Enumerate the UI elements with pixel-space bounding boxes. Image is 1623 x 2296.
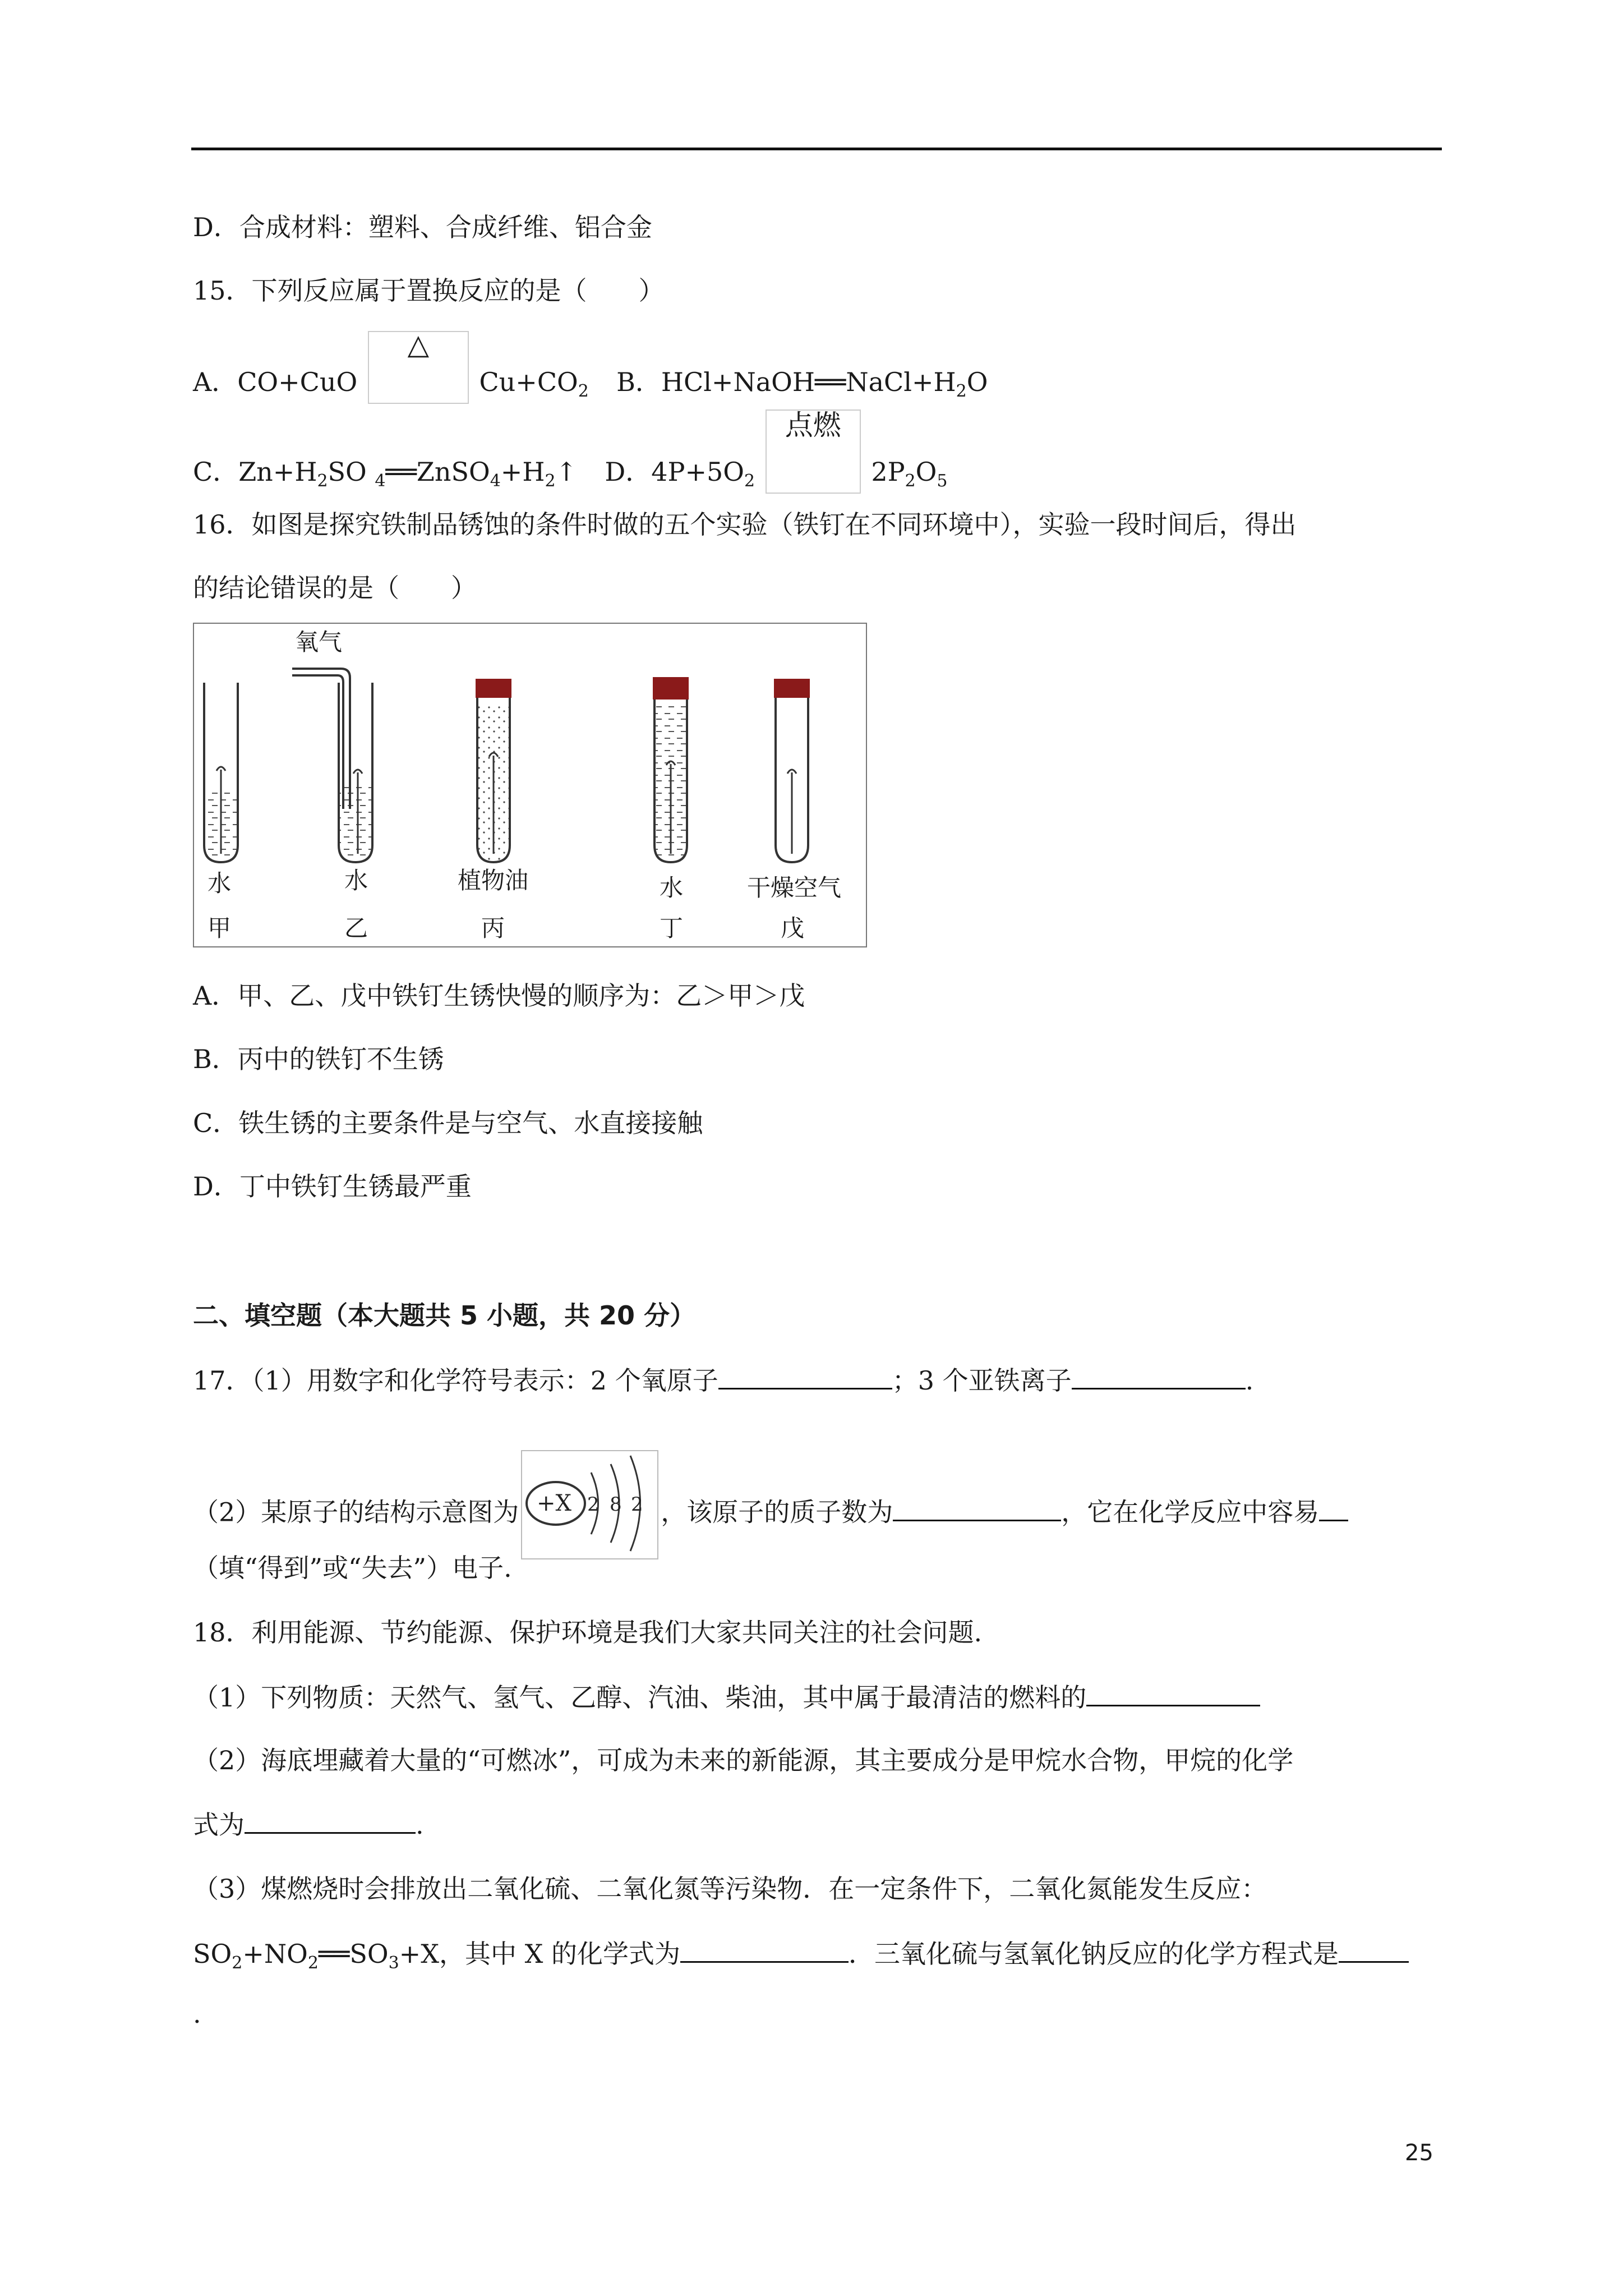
sub: 2 — [307, 1953, 319, 1973]
option-15a-right: Cu+CO — [479, 367, 578, 397]
answer-blank[interactable] — [718, 1363, 892, 1389]
sub: 3 — [388, 1953, 399, 1973]
sub: 2 — [905, 471, 916, 491]
tube-jia — [204, 683, 238, 862]
option-15d-part: O — [915, 457, 937, 487]
eq-part: +NO — [242, 1939, 308, 1969]
question-18-2-line2 — [193, 1807, 424, 1842]
q18-2-text: 式为 — [193, 1810, 245, 1840]
answer-blank[interactable] — [1072, 1363, 1246, 1389]
tube-yi — [292, 669, 372, 862]
option-15d-part: D．4P+5O — [605, 457, 744, 487]
nucleus-label: +X — [537, 1490, 572, 1516]
tube-name-bing: 丙 — [481, 914, 505, 942]
q18-3-text2: ．三氧化硫与氢氧化钠反应的化学方程式是 — [848, 1939, 1339, 1969]
answer-blank[interactable] — [1339, 1936, 1409, 1963]
sub: 2 — [545, 471, 556, 491]
option-15d-part: 2P — [871, 457, 905, 487]
rust-experiment-figure — [193, 623, 867, 947]
tube-content-ding: 水 — [660, 874, 684, 901]
tube-content-yi: 水 — [344, 867, 368, 894]
question-18-3-end: . — [193, 1999, 201, 2029]
sub: 2 — [956, 381, 967, 402]
options-15-ab — [193, 328, 988, 421]
question-18-3-line1: （3）煤燃烧时会排放出二氧化硫、二氧化氮等污染物．在一定条件下，二氧化氮能发生反应： — [193, 1874, 1267, 1904]
header-rule — [191, 148, 1442, 150]
q18-1-text: （1）下列物质：天然气、氢气、乙醇、汽油、柴油，其中属于最清洁的燃料的 — [193, 1682, 1087, 1713]
tube-name-jia: 甲 — [208, 914, 232, 942]
sub: 2 — [744, 471, 755, 491]
tube-name-ding: 丁 — [660, 914, 684, 942]
answer-blank[interactable] — [1319, 1495, 1348, 1521]
sub: 2 — [232, 1953, 243, 1973]
question-18-3-line2 — [193, 1936, 1409, 1971]
sub: 2 — [578, 381, 589, 402]
tube-name-yi: 乙 — [344, 914, 368, 942]
atom-structure-diagram — [521, 1450, 658, 1567]
tube-bing — [476, 679, 511, 862]
sub: 4 — [375, 471, 386, 491]
q17-1-text2: ；3 个亚铁离子 — [892, 1365, 1072, 1396]
tube-content-bing: 植物油 — [458, 867, 529, 894]
q18-3-text: ，其中 X 的化学式为 — [439, 1939, 680, 1969]
question-18: 18．利用能源、节约能源、保护环境是我们大家共同关注的社会问题. — [193, 1617, 983, 1648]
answer-blank[interactable] — [680, 1936, 849, 1963]
oxygen-label: 氧气 — [295, 628, 343, 656]
option-15c-part: ══ZnSO — [385, 457, 490, 487]
option-15c-part: SO — [328, 457, 367, 487]
eq-part: +X — [399, 1939, 439, 1969]
answer-blank[interactable] — [1086, 1680, 1260, 1706]
option-15a-label: A．CO+CuO — [193, 367, 358, 397]
condition-equals-a — [368, 328, 469, 404]
q17-1-text: 17．（1）用数字和化学符号表示：2 个氧原子 — [193, 1365, 718, 1396]
sub: 2 — [317, 471, 328, 491]
option-14d: D．合成材料：塑料、合成纤维、铝合金 — [193, 212, 652, 242]
option-15b: B．HCl+NaOH══NaCl+H — [616, 367, 956, 397]
q17-1-end: . — [1245, 1365, 1254, 1396]
option-15b-end: O — [966, 367, 988, 397]
condition-equals-d — [766, 409, 861, 494]
question-16-line2: 的结论错误的是（ ） — [193, 573, 477, 603]
options-15-cd — [193, 409, 948, 516]
tube-wu — [774, 679, 810, 862]
option-15c-part: +H — [500, 457, 545, 487]
gas-arrow: ↑ — [555, 457, 578, 487]
q17-2-text: （2）某原子的结构示意图为 — [193, 1497, 519, 1527]
tube-content-jia: 水 — [208, 869, 232, 897]
q18-2-end: . — [416, 1810, 424, 1840]
sub: 5 — [937, 471, 948, 491]
q17-2-text3: ，它在化学反应中容易 — [1061, 1497, 1320, 1527]
shell-3-electrons: 2 — [631, 1493, 643, 1516]
question-18-1 — [193, 1680, 1260, 1714]
option-16d: D．丁中铁钉生锈最严重 — [193, 1171, 472, 1202]
question-17-2-cont: （填“得到”或“失去”）电子. — [193, 1553, 512, 1583]
tube-content-wu: 干燥空气 — [747, 874, 842, 901]
question-16-line1: 16．如图是探究铁制品锈蚀的条件时做的五个实验（铁钉在不同环境中），实验一段时间后，得出 — [193, 509, 1297, 540]
shell-2-electrons: 8 — [610, 1493, 622, 1516]
question-15: 15．下列反应属于置换反应的是（ ） — [193, 275, 665, 306]
section-2-heading: 二、填空题（本大题共 5 小题，共 20 分） — [193, 1300, 696, 1331]
question-17-1 — [193, 1363, 1253, 1397]
eq-part: SO — [193, 1939, 232, 1969]
heat-condition: △ — [407, 328, 430, 361]
answer-blank[interactable] — [245, 1807, 416, 1834]
question-18-2-line1: （2）海底埋藏着大量的“可燃冰”，可成为未来的新能源，其主要成分是甲烷水合物，甲烷的化学 — [193, 1745, 1294, 1775]
option-16a: A．甲、乙、戊中铁钉生锈快慢的顺序为：乙＞甲＞戊 — [193, 981, 805, 1011]
tube-name-wu: 戊 — [781, 914, 805, 942]
shell-1-electrons: 2 — [587, 1493, 600, 1516]
answer-blank[interactable] — [893, 1495, 1061, 1521]
option-15c-part: C．Zn+H — [193, 457, 317, 487]
eq-part: ══SO — [318, 1939, 389, 1969]
tube-ding — [653, 677, 689, 862]
page-number: 25 — [1405, 2140, 1433, 2166]
option-16b: B．丙中的铁钉不生锈 — [193, 1044, 444, 1074]
sub: 4 — [490, 471, 501, 491]
ignite-condition: 点燃 — [785, 409, 841, 441]
option-16c: C．铁生锈的主要条件是与空气、水直接接触 — [193, 1108, 703, 1138]
q17-2-text2: ，该原子的质子数为 — [661, 1497, 893, 1527]
